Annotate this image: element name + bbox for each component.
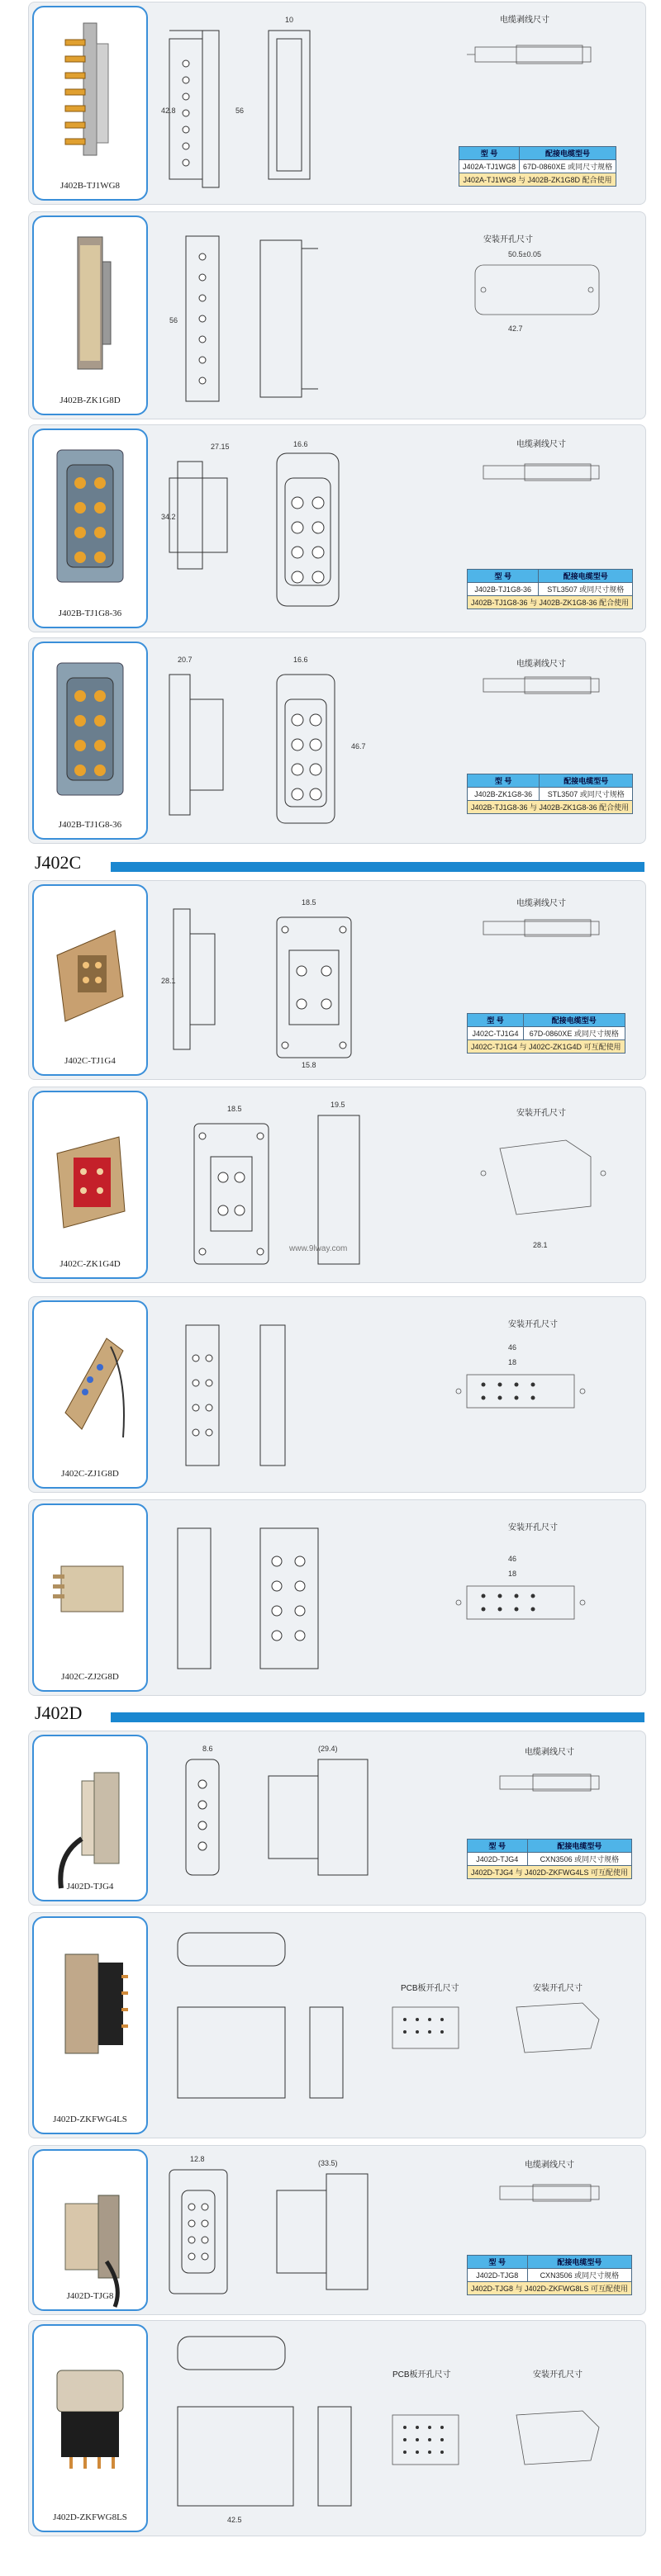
connector-photo-icon	[49, 2162, 131, 2311]
product-card	[28, 2145, 646, 2315]
section-title: J402D	[35, 1702, 83, 1723]
model-caption: J402D-ZKFWG4LS	[53, 2114, 127, 2124]
cable-spec-table	[467, 2255, 632, 2295]
connector-photo-icon	[49, 1748, 131, 1896]
connector-photo-icon	[49, 897, 131, 1046]
technical-drawing	[153, 429, 640, 628]
connector-photo-icon	[49, 1314, 131, 1462]
connector-photo-icon	[49, 2337, 131, 2486]
model-caption: J402C-TJ1G4	[64, 1056, 116, 1066]
connector-photo-icon	[49, 655, 131, 803]
table-note-cell: J402A-TJ1WG8 与 J402B-ZK1G8D 配合使用	[459, 173, 616, 187]
technical-drawing	[153, 884, 640, 1076]
table-note-cell: J402B-TJ1G8-36 与 J402B-ZK1G8-36 配合使用	[468, 596, 633, 609]
technical-drawing	[153, 1300, 640, 1489]
technical-drawing	[153, 6, 640, 201]
svg-text:(29.4): (29.4)	[318, 1745, 338, 1753]
svg-text:46: 46	[508, 1343, 517, 1352]
note-label: 电缆剥线尺寸	[516, 899, 566, 908]
note-label: 安装开孔尺寸	[516, 1109, 566, 1118]
technical-drawing	[153, 215, 640, 415]
product-card	[28, 637, 646, 844]
svg-text:18.5: 18.5	[227, 1105, 242, 1113]
table-cell: J402A-TJ1WG8	[459, 160, 520, 173]
table-note-cell: J402D-TJG8 与 J402D-ZKFWG8LS 可互配使用	[468, 2282, 632, 2295]
section-title: J402C	[35, 852, 82, 873]
drawing-canvas	[153, 1916, 640, 2134]
model-caption: J402B-TJ1G8-36	[58, 820, 122, 830]
table-cell: J402C-TJ1G4	[468, 1027, 524, 1040]
svg-text:27.15: 27.15	[211, 443, 230, 451]
table-cell: STL3507 或同尺寸规格	[539, 583, 633, 596]
model-caption: J402D-TJG8	[66, 2291, 114, 2301]
product-photo	[32, 642, 148, 840]
svg-text:42.5: 42.5	[227, 2516, 242, 2524]
table-header-model: 型 号	[459, 147, 520, 160]
table-header-cable: 配接电缆型号	[527, 1840, 631, 1853]
product-photo	[32, 1916, 148, 2134]
model-caption: J402D-ZKFWG8LS	[53, 2512, 127, 2522]
table-cell: STL3507 或同尺寸规格	[540, 788, 633, 801]
svg-text:15.8: 15.8	[302, 1061, 316, 1069]
svg-text:18: 18	[508, 1358, 517, 1366]
product-photo	[32, 6, 148, 201]
cable-spec-table	[467, 1839, 632, 1879]
svg-text:56: 56	[235, 107, 245, 115]
svg-text:16.6: 16.6	[293, 440, 308, 448]
pcb-note-label: PCB板开孔尺寸	[392, 2370, 451, 2379]
product-photo	[32, 1735, 148, 1901]
table-note-cell: J402C-TJ1G4 与 J402C-ZK1G4D 可互配使用	[468, 1040, 625, 1054]
svg-text:12.8: 12.8	[190, 2155, 205, 2163]
drawing-canvas	[153, 1091, 640, 1279]
product-photo	[32, 1091, 148, 1279]
note-label: 安装开孔尺寸	[508, 1523, 558, 1532]
technical-drawing	[153, 642, 640, 840]
technical-drawing	[153, 1735, 640, 1901]
product-card	[28, 2, 646, 205]
note-label: 安装开孔尺寸	[533, 2370, 583, 2379]
product-card	[28, 1296, 646, 1493]
svg-text:28.1: 28.1	[533, 1241, 548, 1249]
table-header-cable: 配接电缆型号	[539, 570, 633, 583]
product-photo	[32, 1503, 148, 1692]
pcb-note-label: PCB板开孔尺寸	[401, 1984, 459, 1993]
table-header-model: 型 号	[468, 2256, 528, 2269]
svg-text:19.5: 19.5	[330, 1101, 345, 1109]
product-card	[28, 1499, 646, 1696]
table-header-cable: 配接电缆型号	[540, 774, 633, 788]
product-photo	[32, 2324, 148, 2532]
section-header	[28, 850, 644, 875]
svg-text:18.5: 18.5	[302, 898, 316, 907]
svg-text:10: 10	[285, 16, 294, 24]
cable-spec-table	[467, 774, 633, 814]
table-header-cable: 配接电缆型号	[524, 1014, 625, 1027]
connector-photo-icon	[49, 1104, 131, 1252]
product-photo	[32, 215, 148, 415]
table-header-cable: 配接电缆型号	[527, 2256, 631, 2269]
technical-drawing	[153, 2149, 640, 2311]
connector-photo-icon	[49, 442, 131, 590]
table-cell: CXN3506 或同尺寸规格	[527, 1853, 631, 1866]
table-cell: J402B-ZK1G8-36	[468, 788, 540, 801]
drawing-canvas	[153, 215, 640, 415]
svg-text:28.1: 28.1	[161, 977, 176, 985]
note-label: 电缆剥线尺寸	[516, 660, 566, 669]
technical-drawing	[153, 1503, 640, 1692]
svg-text:50.5±0.05: 50.5±0.05	[508, 250, 541, 258]
svg-text:34.2: 34.2	[161, 513, 176, 521]
product-card	[28, 1731, 646, 1906]
table-note-cell: J402D-TJG4 与 J402D-ZKFWG4LS 可互配使用	[468, 1866, 632, 1879]
table-note-cell: J402B-TJ1G8-36 与 J402B-ZK1G8-36 配合使用	[468, 801, 633, 814]
table-header-model: 型 号	[468, 570, 539, 583]
table-cell: J402D-TJG4	[468, 1853, 528, 1866]
table-cell: CXN3506 或同尺寸规格	[527, 2269, 631, 2282]
product-card	[28, 211, 646, 419]
cable-spec-table	[459, 146, 616, 187]
section-divider	[111, 1712, 644, 1722]
drawing-canvas	[153, 2324, 640, 2532]
table-header-model: 型 号	[468, 1840, 528, 1853]
section-divider	[111, 862, 644, 872]
svg-text:8.6: 8.6	[202, 1745, 213, 1753]
product-photo	[32, 429, 148, 628]
watermark: www.9lway.com	[289, 1244, 348, 1253]
table-header-model: 型 号	[468, 1014, 524, 1027]
product-card	[28, 2320, 646, 2536]
technical-drawing	[153, 1091, 640, 1279]
cable-spec-table	[467, 569, 633, 609]
product-card	[28, 424, 646, 632]
section-header	[28, 1701, 644, 1726]
table-cell: 67D-0860XE 或同尺寸规格	[524, 1027, 625, 1040]
note-label: 电缆剥线尺寸	[516, 440, 566, 449]
table-header-cable: 配接电缆型号	[520, 147, 616, 160]
product-card	[28, 1912, 646, 2138]
connector-photo-icon	[49, 229, 131, 377]
connector-photo-icon	[49, 1517, 131, 1665]
note-label: 电缆剥线尺寸	[525, 1748, 574, 1757]
model-caption: J402D-TJG4	[66, 1882, 114, 1892]
svg-text:20.7: 20.7	[178, 656, 193, 664]
table-cell: J402D-TJG8	[468, 2269, 528, 2282]
connector-photo-icon	[49, 19, 131, 168]
model-caption: J402C-ZJ2G8D	[61, 1672, 119, 1682]
product-photo	[32, 2149, 148, 2311]
model-caption: J402B-TJ1G8-36	[58, 608, 122, 618]
product-photo	[32, 1300, 148, 1489]
table-header-model: 型 号	[468, 774, 540, 788]
svg-text:42.8: 42.8	[161, 107, 176, 115]
model-caption: J402C-ZJ1G8D	[61, 1469, 119, 1479]
product-card	[28, 880, 646, 1080]
model-caption: J402B-ZK1G8D	[59, 395, 121, 405]
svg-text:46: 46	[508, 1555, 517, 1563]
model-caption: J402C-ZK1G4D	[59, 1259, 121, 1269]
product-photo	[32, 884, 148, 1076]
table-cell: 67D-0860XE 或同尺寸规格	[520, 160, 616, 173]
drawing-canvas	[153, 1300, 640, 1489]
svg-text:56: 56	[169, 316, 178, 324]
technical-drawing	[153, 2324, 640, 2532]
connector-photo-icon	[49, 1930, 131, 2078]
table-cell: J402B-TJ1G8-36	[468, 583, 539, 596]
note-label: 电缆剥线尺寸	[500, 16, 549, 25]
note-label: 安装开孔尺寸	[508, 1320, 558, 1329]
note-label: 安装开孔尺寸	[483, 235, 533, 244]
cable-spec-table	[467, 1013, 625, 1054]
svg-text:(33.5): (33.5)	[318, 2159, 338, 2167]
model-caption: J402B-TJ1WG8	[59, 181, 121, 191]
technical-drawing	[153, 1916, 640, 2134]
svg-text:42.7: 42.7	[508, 324, 523, 333]
drawing-canvas	[153, 1503, 640, 1692]
svg-text:46.7: 46.7	[351, 742, 366, 751]
svg-text:16.6: 16.6	[293, 656, 308, 664]
product-card	[28, 1087, 646, 1283]
note-label: 电缆剥线尺寸	[525, 2161, 574, 2170]
svg-text:18: 18	[508, 1570, 517, 1578]
note-label: 安装开孔尺寸	[533, 1984, 583, 1993]
